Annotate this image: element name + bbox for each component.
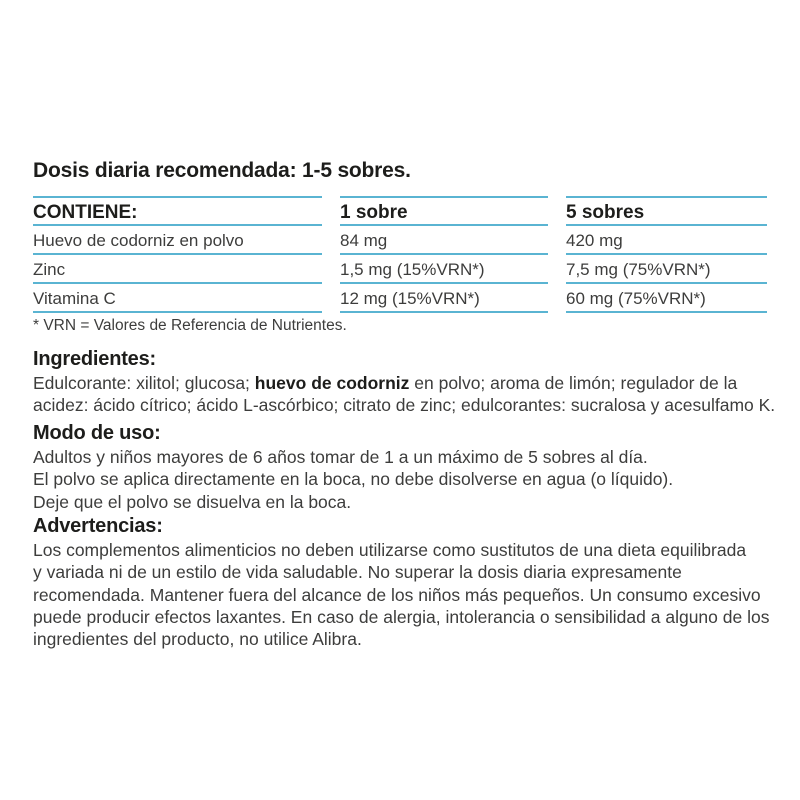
advertencias-line-5: ingredientes del producto, no utilice Alibra.: [33, 629, 362, 650]
contents-table: [33, 196, 767, 313]
vrn-footnote: * VRN = Valores de Referencia de Nutrientes.: [33, 317, 347, 334]
ingredientes-line-2: acidez: ácido cítrico; ácido L-ascórbico; citrato de zinc; edulcorantes: sucralosa y acesulfamo K.: [33, 395, 776, 416]
ingredientes-heading: Ingredientes:: [33, 348, 156, 370]
table-cell-amount-1-sobre: 1,5 mg (15%VRN*): [340, 253, 548, 282]
dose-heading: Dosis diaria recomendada: 1-5 sobres.: [33, 159, 411, 182]
table-cell-nutrient-name: Zinc: [33, 253, 322, 282]
modo-de-uso-line-3: Deje que el polvo se disuelva en la boca.: [33, 491, 352, 512]
section-ingredientes: [33, 346, 778, 417]
ingredientes-line-1: [33, 372, 778, 394]
advertencias-line-1: Los complementos alimenticios no deben utilizarse como sustitutos de una dieta equilibrada: [33, 540, 747, 560]
table-cell-amount-5-sobres: 7,5 mg (75%VRN*): [566, 253, 767, 282]
table-cell-amount-1-sobre: 12 mg (15%VRN*): [340, 282, 548, 313]
table-cell-amount-5-sobres: 420 mg: [566, 224, 767, 253]
advertencias-heading: Advertencias:: [33, 515, 163, 537]
section-advertencias: [33, 513, 778, 650]
table-cell-amount-1-sobre: 84 mg: [340, 224, 548, 253]
section-modo-de-uso: [33, 420, 778, 513]
supplement-label: [33, 0, 776, 800]
table-cell-amount-5-sobres: 60 mg (75%VRN*): [566, 282, 767, 313]
advertencias-line-3: recomendada. Mantener fuera del alcance de los niños más pequeños. Un consumo excesivo: [33, 584, 761, 605]
table-header-1-sobre: 1 sobre: [340, 196, 548, 224]
ingredientes-line-1-pre: Edulcorante: xilitol; glucosa;: [33, 373, 255, 393]
table-header-5-sobres: 5 sobres: [566, 196, 767, 224]
modo-de-uso-line-2: El polvo se aplica directamente en la boca, no debe disolverse en agua (o líquido).: [33, 469, 674, 490]
table-header-contiene: CONTIENE:: [33, 196, 322, 224]
table-cell-nutrient-name: Huevo de codorniz en polvo: [33, 224, 322, 253]
modo-de-uso-heading: Modo de uso:: [33, 422, 161, 444]
modo-de-uso-line-1: Adultos y niños mayores de 6 años tomar de 1 a un máximo de 5 sobres al día.: [33, 447, 648, 467]
advertencias-line-2: y variada ni de un estilo de vida saludable. No superar la dosis diaria expresamente: [33, 562, 682, 583]
ingredientes-line-1-bold: huevo de codorniz: [254, 373, 410, 393]
table-cell-nutrient-name: Vitamina C: [33, 282, 322, 313]
ingredientes-line-1-post: en polvo; aroma de limón; regulador de la: [409, 373, 738, 393]
advertencias-line-4: puede producir efectos laxantes. En caso de alergia, intolerancia o sensibilidad a alguno de los: [33, 606, 770, 627]
